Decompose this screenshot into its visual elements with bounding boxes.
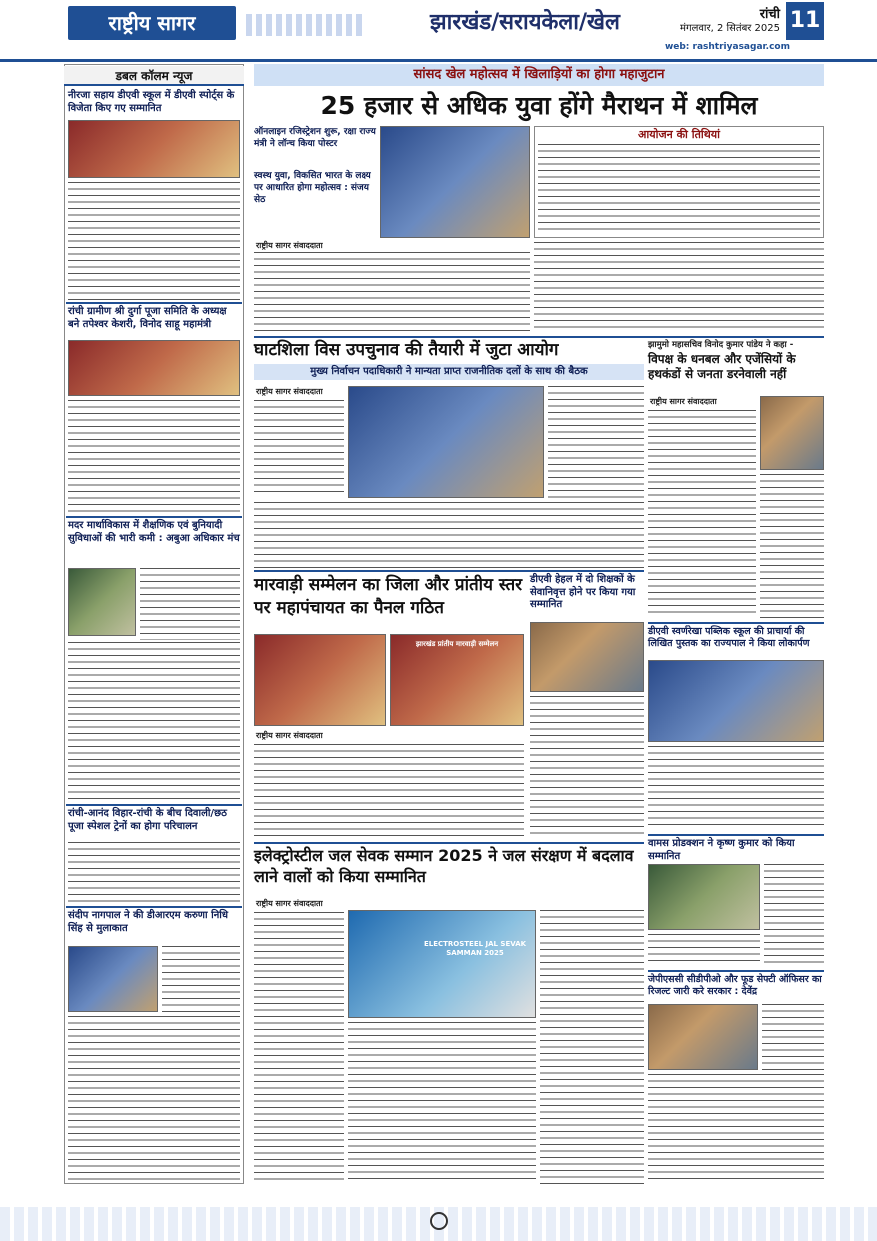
portrait-photo [760,396,824,470]
divider [66,516,242,518]
marwari-photo-1 [254,634,386,726]
divider [648,834,824,836]
divider [254,336,824,338]
byelection-photo [348,386,544,498]
story-title: रांची ग्रामीण श्री दुर्गा पूजा समिति के अध्यक्ष बने तपेश्वर केशरी, विनोद साहू महामंत्री [68,306,227,330]
marwari-photo-caption: झारखंड प्रांतीय मारवाड़ी सम्मेलन [415,640,499,648]
electrosteel-body [254,912,344,1184]
jpsc-title: जेपीएससी सीडीपीओ और फूड सेफ्टी ऑफिसर का रिजल्ट जारी करे सरकार : देवेंद्र [648,974,822,997]
lead-body-continued [534,242,824,332]
electrosteel-body-continued [348,1022,536,1184]
lead-headline: 25 हजार से अधिक युवा होंगे मैराथन में शामिल [320,91,758,120]
double-column-title: डबल कॉलम न्यूज [64,66,244,86]
dav-hehal-photo [530,622,644,692]
byelection-headline: घाटशिला विस उपचुनाव की तैयारी में जुटा आयोग [254,340,559,360]
story-title: नीरजा सहाय डीएवी स्कूल में डीएवी स्पोर्ट्स के विजेता किए गए सम्मानित [68,90,235,114]
decorative-dots [246,14,366,36]
byline: राष्ट्रीय सागर संवाददाता [256,731,323,740]
right-headline: विपक्ष के धनबल और एजेंसियों के हथकंडों से जनता डरनेवाली नहीं [648,352,796,381]
events-body [538,144,820,234]
marwari-body [254,744,524,838]
electrosteel-banner-text: ELECTROSTEEL JAL SEVAK SAMMAN 2025 [423,940,527,957]
story-title: रांची-आनंद विहार-रांची के बीच दिवाली/छठ पूजा स्पेशल ट्रेनों का होगा परिचालन [68,808,227,832]
vama-photo [648,864,760,930]
divider [254,570,644,572]
book-launch-photo [648,660,824,742]
book-launch-title: डीएवी स्वर्णरेखा पब्लिक स्कूल की प्राचार्या की लिखित पुस्तक का राज्यपाल ने किया लोकार्पण [648,626,810,649]
edition-city: रांची [759,7,780,22]
byline: राष्ट्रीय सागर संवाददाता [256,241,323,250]
story-photo [68,946,158,1012]
highlight-1: ऑनलाइन रजिस्ट्रेशन शुरू, रक्षा राज्य मंत्री ने लॉन्च किया पोस्टर [254,127,376,149]
book-launch-body [648,746,824,830]
electrosteel-body-side [540,910,644,1184]
vama-body [764,864,824,966]
electrosteel-headline: इलेक्ट्रोस्टील जल सेवक सम्मान 2025 ने जल संरक्षण में बदलाव लाने वालों को किया सम्मानित [254,846,634,886]
marwari-headline: मारवाड़ी सम्मेलन का जिला और प्रांतीय स्तर पर महापंचायत का पैनल गठित [254,575,523,618]
section-title: झारखंड/सरायकेला/खेल [430,10,620,35]
vama-body-continued [648,934,760,966]
divider [66,302,242,304]
story-body [162,946,240,1012]
byelection-body [254,400,344,496]
divider [66,906,242,908]
byline: राष्ट्रीय सागर संवाददाता [256,387,323,396]
byelection-body-side [548,386,644,498]
story-body [68,842,240,904]
highlight-2: स्वस्थ युवा, विकसित भारत के लक्ष्य पर आधारित होगा महोत्सव : संजय सेठ [254,171,371,205]
divider [648,622,824,624]
jpsc-body-continued [648,1074,824,1184]
byline: राष्ट्रीय सागर संवाददाता [650,397,717,406]
edition-date: मंगलवार, 2 सितंबर 2025 [679,23,780,34]
story-body [68,400,240,514]
right-body [648,410,756,618]
page-number: 11 [786,2,824,40]
story-title: मदर मार्थाविकास में शैक्षणिक एवं बुनियादी सुविधाओं की भारी कमी : अबुआ अधिकार मंच [68,520,240,544]
story-body [68,1016,240,1180]
byelection-subhead: मुख्य निर्वाचन पदाधिकारी ने मान्यता प्राप्त राजनीतिक दलों के साथ की बैठक [254,364,644,380]
vama-title: वामस प्रोडक्शन ने कृष्ण कुमार को किया सम्मानित [648,838,795,862]
right-subhead: झामुमो महासचिव विनोद कुमार पांडेय ने कहा - [648,340,794,350]
story-photo [68,120,240,178]
divider [648,970,824,972]
story-photo [68,340,240,396]
jpsc-photo [648,1004,758,1070]
story-body [68,182,240,300]
byline: राष्ट्रीय सागर संवाददाता [256,899,323,908]
story-body [140,568,240,640]
story-photo [68,568,136,636]
divider [66,804,242,806]
story-body [68,642,240,802]
right-body-continued [760,474,824,618]
lead-photo [380,126,530,238]
byelection-body-continued [254,502,644,568]
website-link[interactable]: web: rashtriyasagar.com [664,42,790,52]
dav-hehal-title: डीएवी हेहल में दो शिक्षकों के सेवानिवृत्त होने पर किया गया सम्मानित [530,574,636,610]
dav-hehal-body [530,696,644,838]
events-title: आयोजन की तिथियां [638,128,720,141]
registration-mark-icon [430,1212,448,1230]
story-title: संदीप नागपाल ने की डीआरएम करुणा निधि सिंह से मुलाकात [68,910,228,934]
section-banner: सांसद खेल महोत्सव में खिलाड़ियों का होगा महाजुटान [254,64,824,86]
electrosteel-photo [348,910,536,1018]
newspaper-logo: राष्ट्रीय सागर [68,6,236,40]
jpsc-body [762,1004,824,1070]
divider [254,842,644,844]
lead-body [254,252,530,332]
